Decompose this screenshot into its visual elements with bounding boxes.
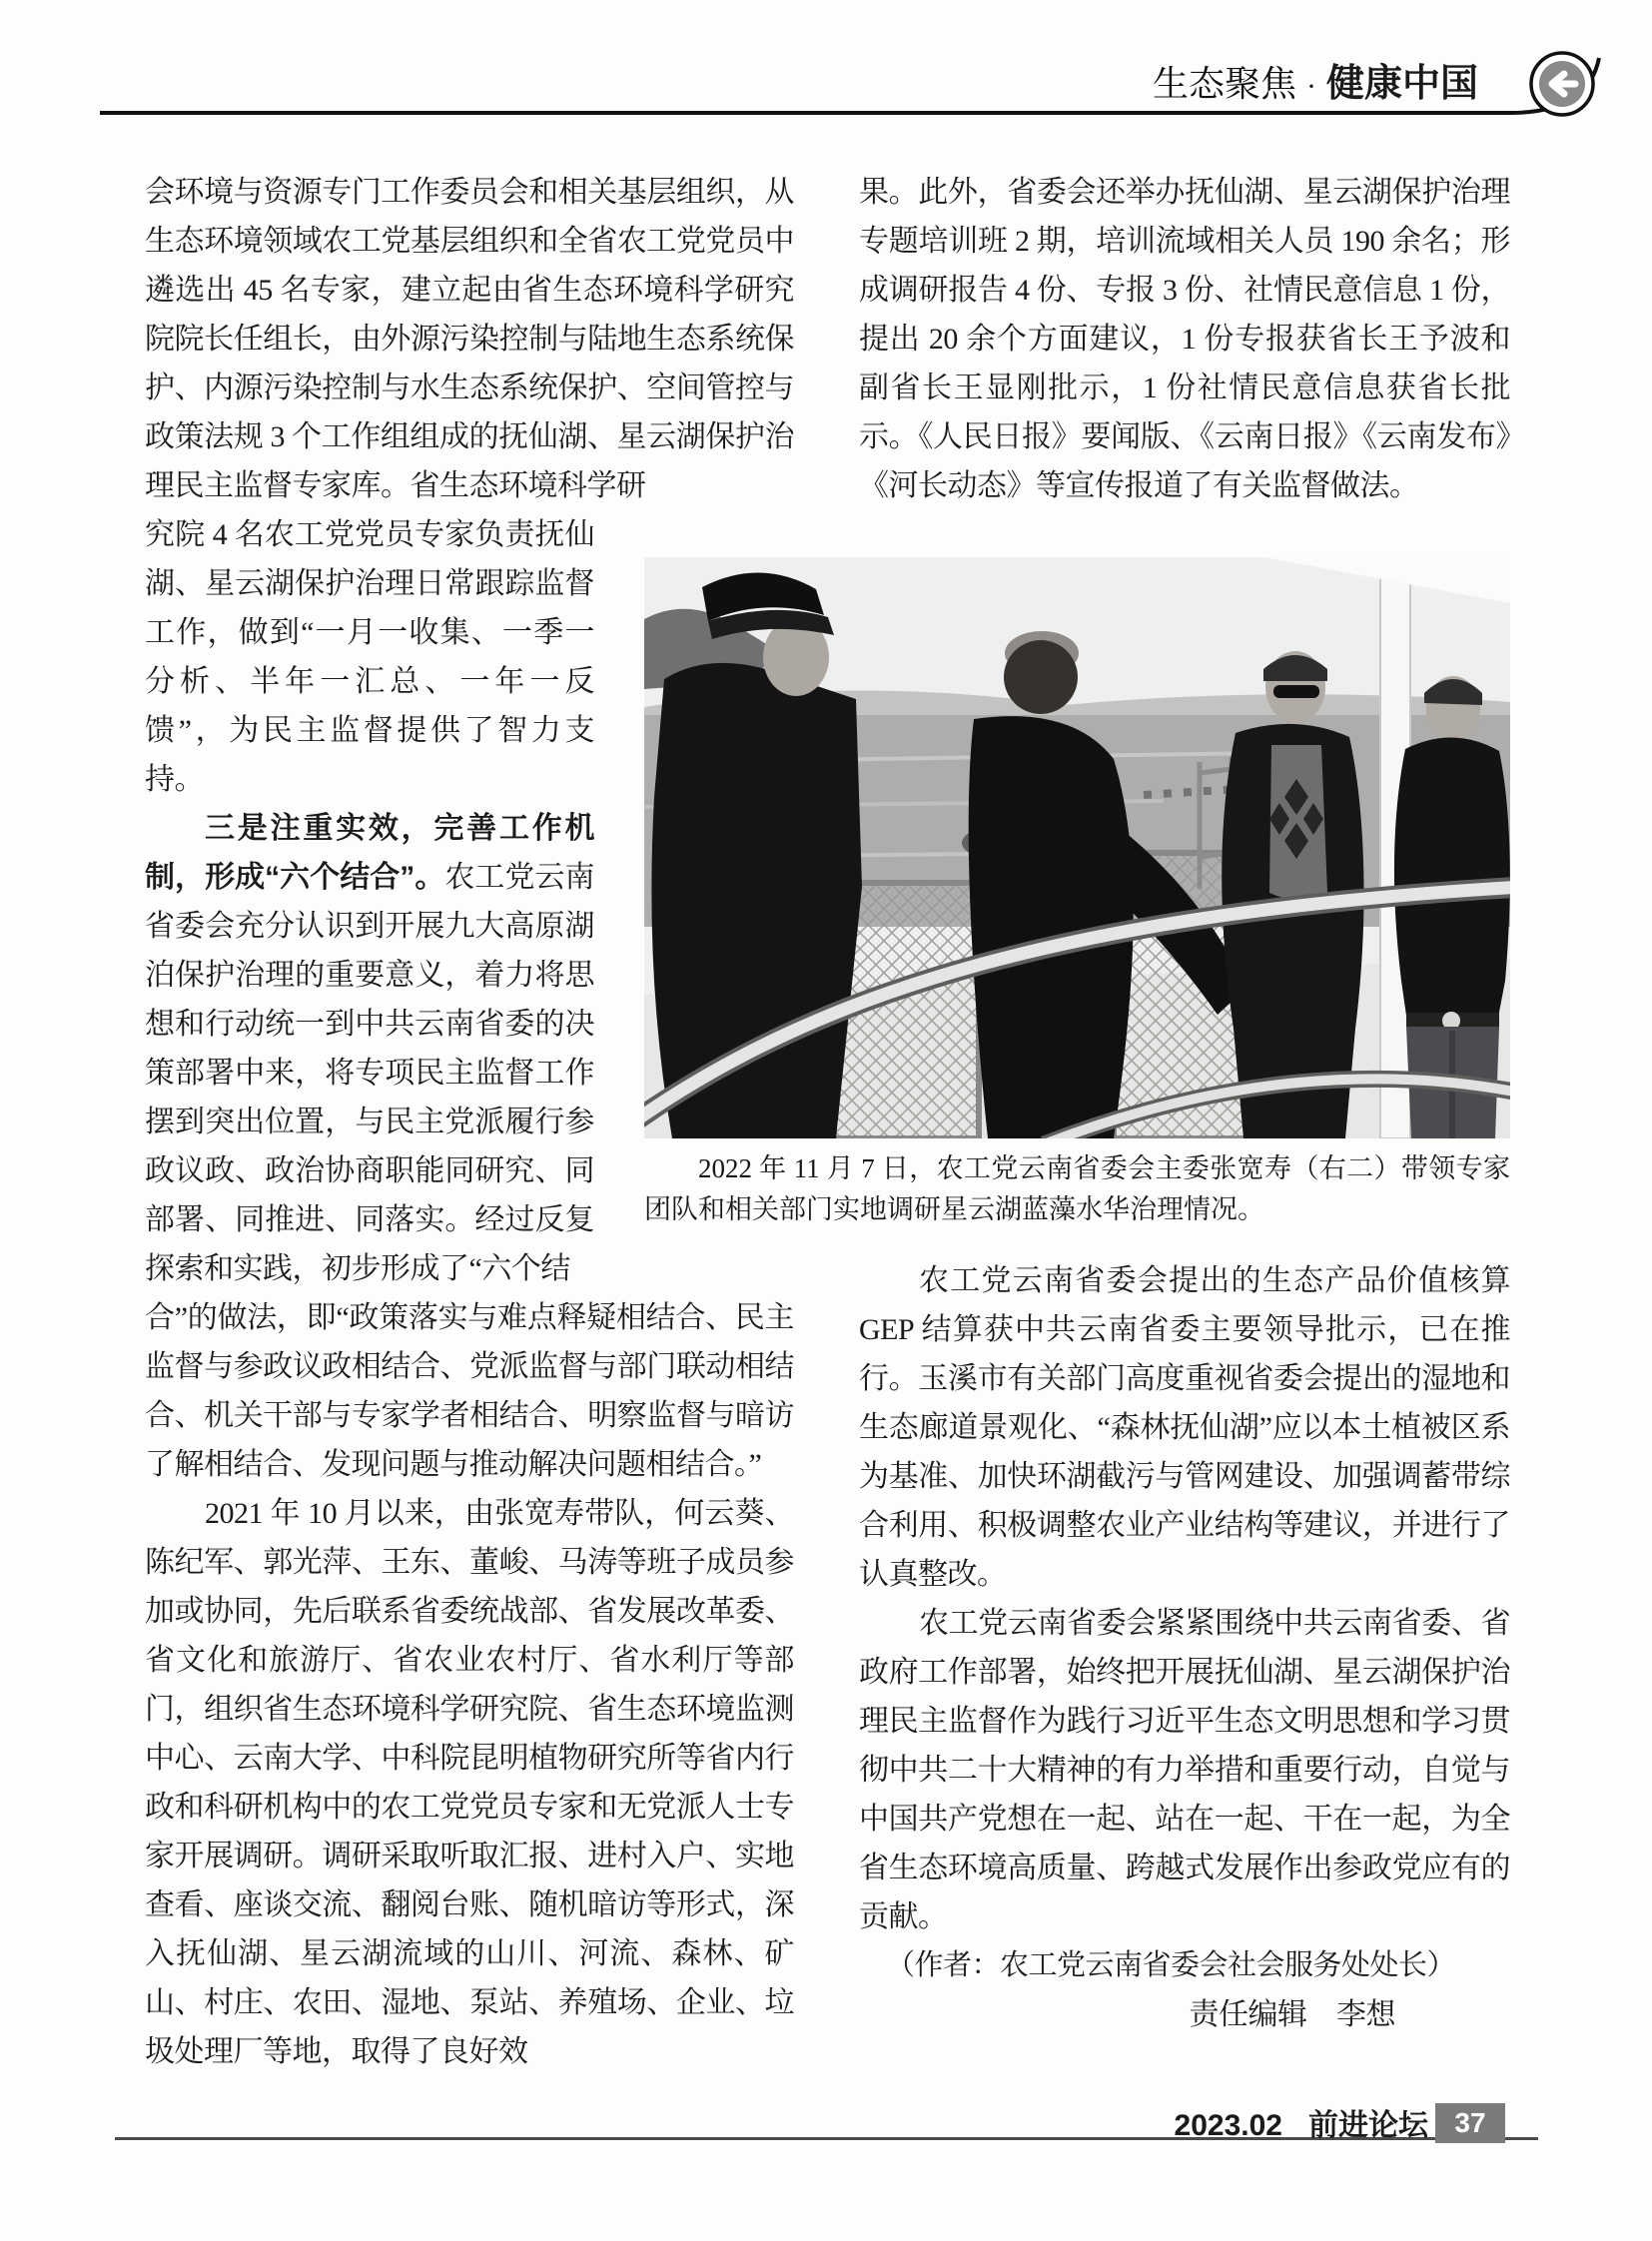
author-note: （作者：农工党云南省委会社会服务处处长） (885, 1949, 1455, 1981)
right-column-bottom (859, 1256, 1510, 2039)
footer-journal-name: 前进论坛 (1308, 2109, 1428, 2142)
paragraph: 究院 4 名农工党党员专家负责抚仙湖、星云湖保护治理日常跟踪监督工作，做到“一月一收集、一季一分析、半年一汇总、一年一反馈”，为民主监督提供了智力支持。 (145, 518, 594, 796)
paragraph (145, 804, 594, 1293)
paragraph-continuation: 农工党云南省委会充分认识到开展九大高原湖泊保护治理的重要意义，着力将思想和行动统一到中共云南省委的决策部署中来，将专项民主监督工作摆到突出位置，与民主党派履行参政议政、政治协商职能同研究、同部署、同推进、同落实。经过反复探索和实践，初步形成了“六个结 (145, 861, 595, 1285)
header-subsection-label: 健康中国 (1325, 63, 1478, 105)
photo-caption: 2022 年 11 月 7 日，农工党云南省委会主委张宽寿（右二）带领专家团队和相关部门实地调研星云湖蓝藻水华治理情况。 (644, 1153, 1510, 1224)
footer-issue: 2023.02 (1174, 2109, 1282, 2142)
editor-note: 责任编辑 李想 (1189, 1998, 1395, 2031)
paragraph: 果。此外，省委会还举办抚仙湖、星云湖保护治理专题培训班 2 期，培训流域相关人员 190 余名；形成调研报告 4 份、专报 3 份、社情民意信息 1 份，提出 20 余个方面建议，1 份专报获省长王予波和副省长王显刚批示，1 份社情民意信息获省长批示。《人民日报》要闻版、《云南日报》《云南发布》《河长动态》等宣传报道了有关监督做法。 (859, 176, 1510, 502)
inspection-photo (644, 557, 1510, 1138)
bold-lead-in: 三是注重实效，完善工作机制，形成“六个结合”。 (145, 812, 594, 894)
paragraph: 农工党云南省委会紧紧围绕中共云南省委、省政府工作部署，始终把开展抚仙湖、星云湖保护治理民主监督作为践行习近平生态文明思想和学习贯彻中共二十大精神的有力举措和重要行动，自觉与中国共产党想在一起、站在一起、干在一起，为全省生态环境高质量、跨越式发展作出参政党应有的贡献。 (859, 1607, 1510, 1933)
page-header (1153, 52, 1478, 107)
paragraph: 农工党云南省委会提出的生态产品价值核算 GEP 结算获中共云南省委主要领导批示，已在推行。玉溪市有关部门高度重视省委会提出的湿地和生态廊道景观化、“森林抚仙湖”应以本土植被区系为基准、加快环湖截污与管网建设、加强调蓄带综合利用、积极调整农业产业结构等建议，并进行了认真整改。 (859, 1264, 1510, 1591)
page-number-badge: 37 (1435, 2103, 1505, 2143)
back-arrow-icon[interactable] (1531, 53, 1593, 115)
left-column-narrow-block (145, 510, 594, 1293)
right-column-top (859, 168, 1510, 510)
header-separator: · (1305, 70, 1316, 103)
paragraph: 合”的做法，即“政策落实与难点释疑相结合、民主监督与参政议政相结合、党派监督与部门联动相结合、机关干部与专家学者相结合、明察监督与暗访了解相结合、发现问题与推动解决问题相结合。” (145, 1301, 794, 1481)
header-section-label: 生态聚焦 (1152, 64, 1296, 104)
inspection-photo-illustration (644, 557, 1510, 1138)
footer-text (1175, 2100, 1428, 2144)
paragraph: 2021 年 10 月以来，由张宽寿带队，何云葵、陈纪军、郭光萍、王东、董峻、马涛等班子成员参加或协同，先后联系省委统战部、省发展改革委、省文化和旅游厅、省农业农村厅、省水利厅等部门，组织省生态环境科学研究院、省生态环境监测中心、云南大学、中科院昆明植物研究所等省内行政和科研机构中的农工党党员专家和无党派人士专家开展调研。调研采取听取汇报、进村入户、实地查看、座谈交流、翻阅台账、随机暗访等形式，深入抚仙湖、星云湖流域的山川、河流、森林、矿山、村庄、农田、湿地、泵站、养殖场、企业、垃圾处理厂等地，取得了良好效 (145, 1497, 794, 2068)
paragraph: 会环境与资源专门工作委员会和相关基层组织，从生态环境领域农工党基层组织和全省农工党党员中遴选出 45 名专家，建立起由省生态环境科学研究院院长任组长，由外源污染控制与陆地生态系统保护、内源污染控制与水生态系统保护、空间管控与政策法规 3 个工作组组成的抚仙湖、星云湖保护治理民主监督专家库。省生态环境科学研 (145, 176, 794, 502)
